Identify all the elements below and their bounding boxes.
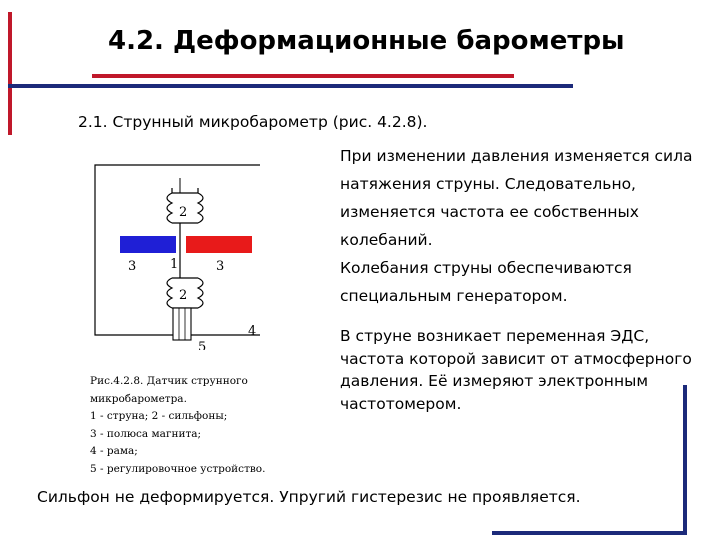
caption-line: 3 - полюса магнита; — [90, 427, 202, 440]
paragraph-tension: При изменении давления изменяется сила натяжения струны. Следовательно, изменяется частота ее собственных колебаний. — [340, 147, 693, 249]
caption-line: Рис.4.2.8. Датчик струнного — [90, 375, 248, 387]
accent-bar-top-right — [8, 84, 573, 88]
label-frame: 4 — [248, 324, 257, 339]
label-magnet-right: 3 — [216, 259, 225, 274]
label-bellows-bottom: 2 — [179, 288, 188, 303]
magnet-pole-left — [120, 236, 176, 253]
caption-line: 4 - рама; — [90, 445, 138, 457]
label-string: 1 — [170, 257, 179, 272]
adjusting-device — [173, 308, 191, 340]
caption-line: 5 - регулировочное устройство. — [90, 462, 266, 475]
accent-bar-title — [92, 74, 514, 78]
string-microbarometer-diagram — [90, 160, 270, 350]
accent-bar-bottom — [492, 531, 687, 535]
caption-line: 1 - струна; 2 - сильфоны; — [90, 410, 228, 422]
footer-statement: Сильфон не деформируется. Упругий гистерезис не проявляется. — [37, 488, 581, 506]
paragraph-generator: Колебания струны обеспечиваются специальным генератором. — [340, 259, 632, 305]
accent-bar-left — [8, 12, 12, 135]
label-magnet-left: 3 — [128, 259, 137, 274]
slide-title: 4.2. Деформационные барометры — [108, 26, 625, 56]
caption-line: микробарометра. — [90, 392, 187, 405]
magnet-pole-right — [186, 236, 252, 253]
paragraph-emf: В струне возникает переменная ЭДС, частота которой зависит от атмосферного давления. Её измеряют электронным частотомером. — [340, 327, 692, 413]
figure-caption — [90, 373, 310, 478]
label-adjuster: 5 — [198, 340, 207, 350]
label-bellows-top: 2 — [179, 205, 188, 220]
section-subtitle: 2.1. Струнный микробарометр (рис. 4.2.8). — [78, 113, 428, 131]
